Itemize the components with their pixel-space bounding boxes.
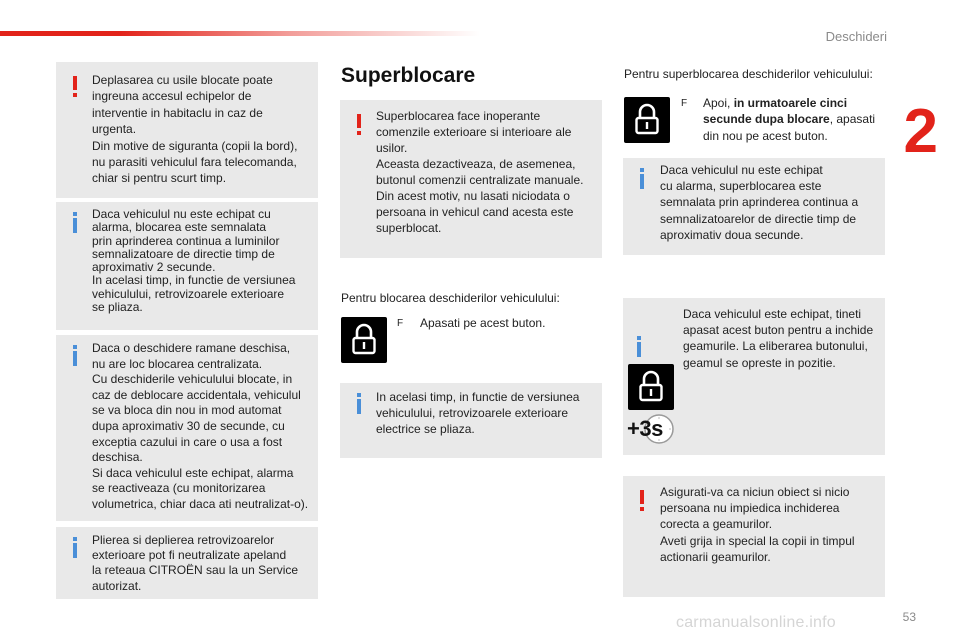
text-line: Deplasarea cu usile blocate poate [92, 73, 273, 87]
info-text [376, 389, 579, 437]
info-box-no-alarm [56, 202, 318, 330]
lock-intro-text: Pentru blocarea deschiderilor vehiculului: [341, 291, 560, 305]
info-icon [356, 393, 362, 415]
step-bold-2: secunde dupa blocare [703, 112, 830, 127]
info-box-superlock-no-alarm [623, 158, 885, 255]
text-line: electrice se pliaza. [376, 422, 475, 436]
text-line: actionarii geamurilor. [660, 549, 771, 564]
text-line: urgenta. [92, 122, 137, 137]
text-line: se pliaza. [92, 300, 143, 315]
info-text [660, 162, 858, 243]
info-text [92, 341, 308, 513]
info-box-mirrors-fold [340, 383, 602, 458]
text-line: Din acest motiv, nu lasati niciodata o [376, 189, 570, 203]
text-line: aproximativ doua secunde. [660, 227, 804, 242]
text-line: Si daca vehiculul este echipat, alarma [92, 465, 294, 480]
warning-icon [72, 76, 78, 98]
lock-icon [628, 364, 674, 410]
superlock-step-text [703, 95, 875, 144]
page-number: 53 [902, 610, 916, 624]
warning-icon [639, 490, 645, 512]
text-line: se reactiveaza (cu monitorizarea [92, 481, 266, 496]
info-box-open-door [56, 335, 318, 521]
lock-icon [624, 97, 670, 143]
header-accent-bar [0, 31, 480, 36]
text-line: aproximativ 2 secunde. [92, 260, 216, 275]
text-line: Asigurati-va ca niciun obiect si nicio [660, 485, 850, 499]
warning-icon [356, 114, 362, 136]
text-line: chiar si pentru scurt timp. [92, 171, 227, 186]
text-line: Daca vehiculul nu este echipat [660, 163, 823, 177]
text-line: Daca vehiculul nu este echipat cu [92, 207, 271, 221]
info-icon [72, 345, 78, 367]
text-line: Aceasta dezactiveaza, de asemenea, [376, 157, 576, 171]
text-line: Plierea si deplierea retrovizoarelor [92, 533, 275, 547]
text-line: vehiculului, retrovizoarele exterioare [92, 286, 285, 301]
text-line: butonul comenzii centralizate manuale. [376, 173, 584, 187]
lock-step-text: Apasati pe acest buton. [420, 316, 546, 330]
warning-box-locked-doors [56, 62, 318, 198]
text-line: Daca vehiculul este echipat, tineti [683, 307, 862, 321]
step-line3: din nou pe acest buton. [703, 128, 828, 143]
step-prefix: Apoi, [703, 96, 734, 110]
text-line: comenzile exterioare si interioare ale [376, 125, 572, 139]
text-line: Cu deschiderile vehiculului blocate, in [92, 372, 293, 387]
watermark: carmanualsonline.info [676, 614, 836, 631]
text-line: cu alarma, superblocarea este [660, 179, 822, 194]
text-line: exceptia cazului in care o usa a fost [92, 434, 283, 449]
info-box-mirrors [56, 527, 318, 599]
text-line: volumetrica, chiar daca ati neutralizat-o). [92, 496, 309, 511]
info-icon [72, 212, 78, 234]
text-line: nu are loc blocarea centralizata. [92, 356, 263, 371]
text-line: ingreuna accesul echipelor de [92, 89, 252, 104]
text-line: In acelasi timp, in functie de versiunea [92, 273, 296, 288]
step-bold-1: in urmatoarele cinci [733, 96, 848, 110]
text-line: Din motive de siguranta (copii la bord), [92, 138, 298, 153]
info-text [92, 208, 295, 314]
text-line: interventie in habitaclu in caz de [92, 105, 263, 120]
text-line: Superblocarea face inoperante [376, 109, 541, 123]
warning-box-windows [623, 476, 885, 597]
info-text [683, 306, 873, 371]
warning-text [376, 108, 583, 236]
text-line: persoana nu impiedica inchiderea [660, 501, 840, 516]
text-line: dupa aproximativ 30 de secunde, cu [92, 418, 285, 433]
text-line: caz de deblocare accidentala, vehiculul [92, 387, 301, 402]
warning-box-superlock [340, 100, 602, 258]
text-line: deschisa. [92, 450, 143, 465]
text-line: geamurile. La eliberarea butonului, [683, 339, 868, 354]
info-icon [636, 336, 642, 358]
text-line: la reteaua CITROËN sau la un Service [92, 563, 299, 578]
stopwatch-icon [627, 410, 675, 448]
step-bullet: F [397, 318, 404, 329]
page-heading: Superblocare [341, 64, 476, 87]
superlock-intro-text: Pentru superblocarea deschiderilor vehiculului: [624, 67, 873, 81]
text-line: In acelasi timp, in functie de versiunea [376, 390, 580, 404]
text-line: prin aprinderea continua a luminilor [92, 233, 280, 248]
chapter-number: 2 [903, 97, 938, 166]
text-line: semnalata prin aprinderea continua a [660, 195, 859, 210]
text-line: apasat acest buton pentru a inchide [683, 323, 874, 338]
lock-icon [341, 317, 387, 363]
info-icon [639, 168, 645, 190]
text-line: semnalizatoarelor de directie timp de [660, 211, 857, 226]
section-title: Deschideri [825, 29, 887, 44]
info-text [92, 533, 298, 594]
text-line: nu parasiti vehiculul fara telecomanda, [92, 155, 297, 170]
text-line: se va bloca din nou in mod automat [92, 403, 282, 418]
text-line: semnalizatoare de directie timp de [92, 246, 275, 261]
step-bullet: F [681, 98, 688, 109]
timer-label: +3s [627, 416, 663, 441]
text-line: corecta a geamurilor. [660, 517, 773, 532]
text-line: exterioare pot fi neutralizate apeland [92, 548, 287, 563]
text-line: usilor. [376, 141, 408, 155]
text-line: alarma, blocarea este semnalata [92, 220, 267, 235]
text-line: Daca o deschidere ramane deschisa, [92, 341, 291, 355]
text-line: vehiculului, retrovizoarele exterioare [376, 406, 569, 420]
warning-text [92, 72, 297, 187]
text-line: superblocat. [376, 221, 442, 235]
text-line: persoana in vehicul cand acesta este [376, 205, 574, 219]
text-line: autorizat. [92, 578, 142, 593]
warning-text [660, 484, 855, 565]
step-suffix: , apasati [829, 112, 876, 127]
info-icon [72, 537, 78, 559]
text-line: Aveti grija in special la copii in timpul [660, 533, 855, 548]
text-line: geamul se opreste in pozitie. [683, 355, 836, 370]
